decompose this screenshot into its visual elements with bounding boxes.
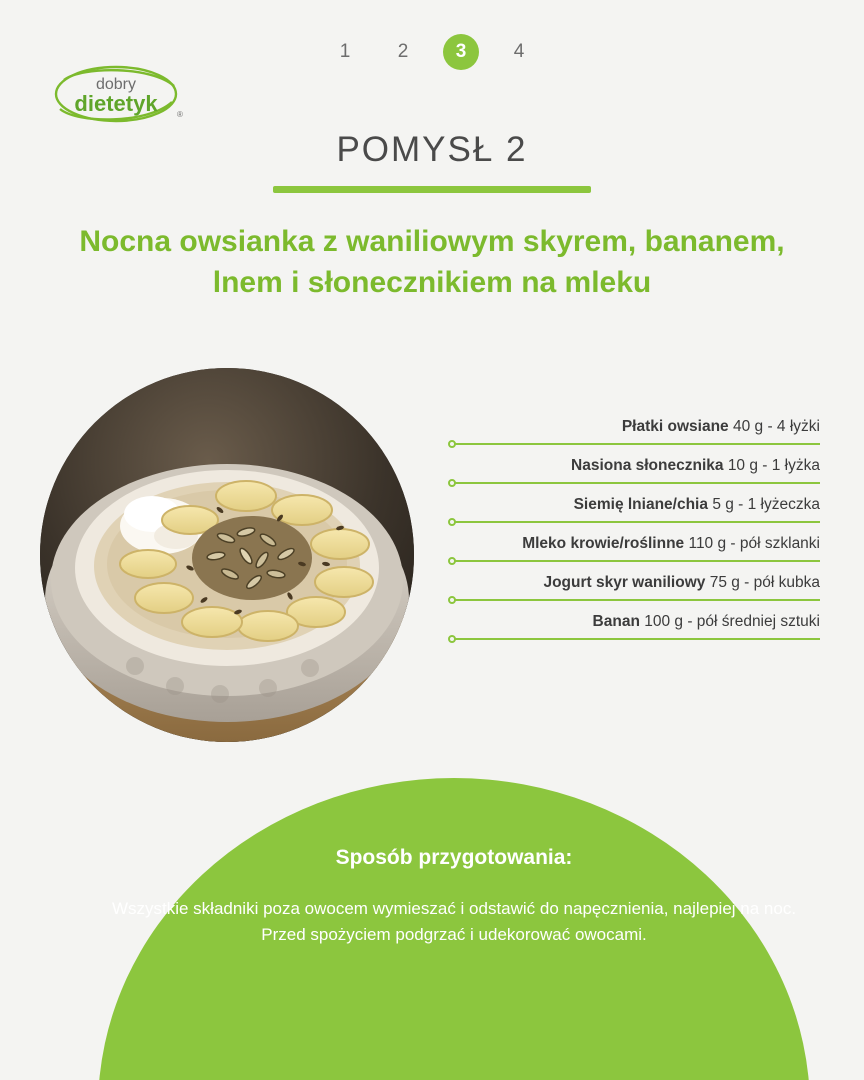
bullet-dot-icon — [448, 518, 456, 526]
ingredient-name: Płatki owsiane — [621, 418, 729, 435]
ingredient-amount: 100 g - pół średniej sztuki — [644, 613, 820, 630]
preparation-title: Sposób przygotowania: — [335, 846, 573, 869]
bullet-dot-icon — [448, 635, 456, 643]
ingredient-amount: 110 g - pół szklanki — [688, 535, 820, 552]
svg-text:®: ® — [177, 110, 183, 119]
ingredient-row — [452, 574, 820, 601]
pagination-item-2[interactable]: 2 — [397, 41, 409, 62]
ingredient-name: Siemię lniane/chia — [573, 496, 708, 513]
divider — [273, 186, 591, 193]
oatmeal-bowl-image — [40, 368, 414, 742]
bullet-dot-icon — [448, 440, 456, 448]
logo-icon — [52, 62, 194, 126]
svg-text:dietetyk: dietetyk — [74, 91, 158, 116]
pagination-item-1[interactable]: 1 — [339, 41, 351, 62]
recipe-photo — [40, 368, 414, 742]
logo[interactable] — [52, 62, 194, 126]
preparation-text: Wszystkie składniki poza owocem wymieszać i odstawić do napęcznienia, najlepiej na noc. Przed spożyciem podgrzać i udekorować owocami. — [111, 899, 797, 945]
svg-text:dobry: dobry — [95, 76, 137, 93]
ingredient-row — [452, 613, 820, 640]
ingredient-row — [452, 535, 820, 562]
page-kicker: POMYSŁ 2 — [336, 130, 528, 169]
ingredient-name: Banan — [592, 613, 640, 630]
pagination-item-3[interactable]: 3 — [443, 34, 479, 70]
pagination-item-4[interactable]: 4 — [513, 41, 525, 62]
bullet-dot-icon — [448, 479, 456, 487]
ingredient-name: Jogurt skyr waniliowy — [543, 574, 706, 591]
ingredient-name: Nasiona słonecznika — [571, 457, 724, 474]
ingredient-row — [452, 496, 820, 523]
bullet-dot-icon — [448, 596, 456, 604]
ingredient-row — [452, 418, 820, 445]
ingredient-amount: 5 g - 1 łyżeczka — [712, 496, 820, 513]
bullet-dot-icon — [448, 557, 456, 565]
ingredient-row — [452, 457, 820, 484]
ingredients-list — [452, 418, 820, 652]
page-title: Nocna owsianka z waniliowym skyrem, bananem, lnem i słonecznikiem na mleku — [79, 225, 785, 299]
ingredient-amount: 40 g - 4 łyżki — [732, 418, 820, 435]
ingredient-amount: 10 g - 1 łyżka — [727, 457, 820, 474]
ingredient-name: Mleko krowie/roślinne — [522, 535, 685, 552]
ingredient-amount: 75 g - pół kubka — [709, 574, 820, 591]
